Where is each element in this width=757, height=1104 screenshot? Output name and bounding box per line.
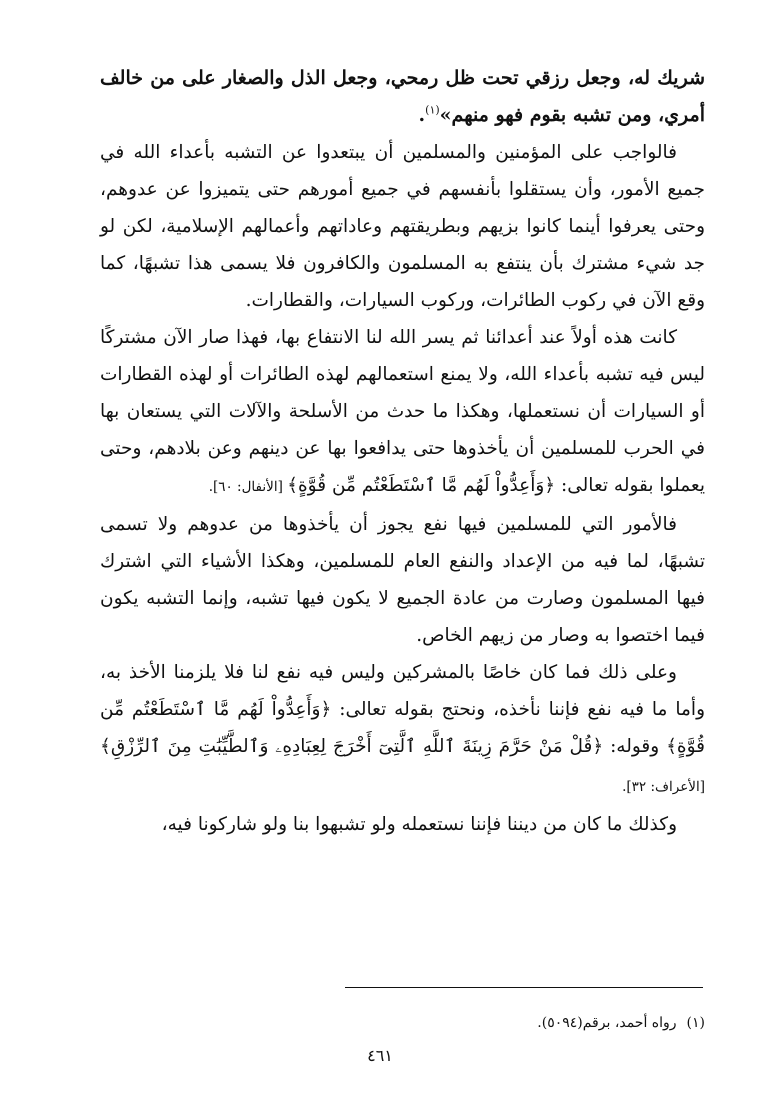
paragraph-text: كانت هذه أولاً عند أعدائنا ثم يسر الله لنا الانتفاع بها، فهذا صار الآن مشتركًا ليس فيه تشبه بأعداء الله، ولا يمنع استعمالهم لهذه الطائرات أو لهذه القطارات أو السيارات أن نستعملها، وهكذا ما حدث من الأسلحة والآلات التي يستعان بها في الحرب للمسلمين أن يأخذوها حتى يدافعوا بها عن دينهم وعن بلادهم، وحتى يعملوا بقوله تعالى: xyxy=(100,327,705,496)
page-number: ٤٦١ xyxy=(367,1046,393,1065)
quran-verse: ﴿وَأَعِدُّواْ لَهُم مَّا ٱسْتَطَعْتُم مِّن قُوَّةٍ﴾ xyxy=(100,699,705,757)
paragraph-text: وعلى ذلك فما كان خاصًا بالمشركين وليس فيه نفع لنا فلا يلزمنا الأخذ به، وأما ما فيه نفع فإننا نأخذه، ونحتج بقوله تعالى: xyxy=(100,662,706,720)
paragraph-hadith-ending xyxy=(100,60,705,134)
sentence-end: . xyxy=(418,104,426,126)
quran-verse: ﴿وَأَعِدُّواْ لَهُم مَّا ٱسْتَطَعْتُم مِّن قُوَّةٍ﴾ xyxy=(287,475,556,496)
verse-citation: [الأعراف: ٣٢]. xyxy=(622,779,705,795)
main-text xyxy=(100,60,705,843)
paragraph-text: فالأمور التي للمسلمين فيها نفع يجوز أن يأخذوها من عدوهم ولا تسمى تشبهًا، لما فيه من الإعداد والنفع العام للمسلمين، وهكذا الأشياء التي اشترك فيها المسلمون وصارت من عادة الجميع لا يكون فيها تشبه، وإنما التشبه يكون فيما اختصوا به وصار من زيهم الخاص. xyxy=(100,514,705,646)
footnote-number: (١) xyxy=(686,1015,705,1031)
paragraph-our-religion xyxy=(100,806,705,843)
verse-citation: [الأنفال: ٦٠]. xyxy=(208,479,288,495)
paragraph-text: وقوله: xyxy=(603,736,667,757)
footnote-separator xyxy=(345,987,703,988)
paragraph-shared-things xyxy=(100,319,705,506)
quran-verse: ﴿قُلْ مَنْ حَرَّمَ زِينَةَ ٱللَّهِ ٱلَّتِىٓ أَخْرَجَ لِعِبَادِهِۦ وَٱلطَّيِّبَٰتِ مِنَ ٱلرِّزْقِ﴾ xyxy=(100,736,604,757)
footnote xyxy=(400,1012,705,1034)
paragraph-text: وكذلك ما كان من ديننا فإننا نستعمله ولو تشبهوا بنا ولو شاركونا فيه، xyxy=(161,814,677,835)
hadith-text: شريك له، وجعل رزقي تحت ظل رمحي، وجعل الذل والصغار على من خالف أمري، ومن تشبه بقوم فهو منهم» xyxy=(100,67,705,126)
footnote-text: رواه أحمد، برقم(٥٠٩٤). xyxy=(537,1015,677,1031)
paragraph-obligation xyxy=(100,134,705,319)
paragraph-conclusion xyxy=(100,654,705,806)
footnote-marker: (١) xyxy=(425,103,440,117)
paragraph-text: فالواجب على المؤمنين والمسلمين أن يبتعدوا عن التشبه بأعداء الله في جميع الأمور، وأن يستقلوا بأنفسهم في جميع أمورهم حتى يتميزوا عن عدوهم، وحتى يعرفوا أينما كانوا بزيهم وبطريقتهم وعاداتهم وأعمالهم الإسلامية، لكن لو جد شيء مشترك بأن ينتفع به المسلمون والكافرون فلا يسمى هذا تشبهًا، كما وقع الآن في ركوب الطائرات، وركوب السيارات، والقطارات. xyxy=(100,142,705,311)
paragraph-beneficial-things xyxy=(100,506,705,654)
